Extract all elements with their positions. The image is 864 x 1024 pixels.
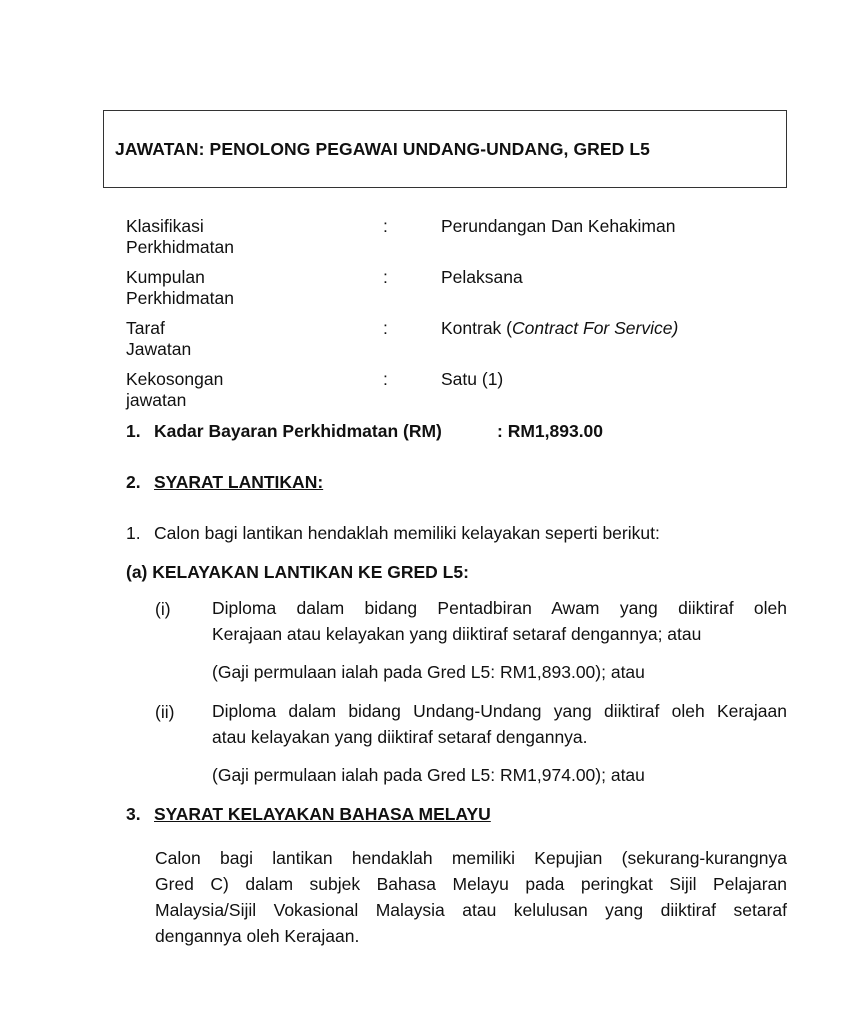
section-number: 2. [126,472,141,492]
info-label: Kekosongan jawatan [126,369,224,410]
option-i-salary: (Gaji permulaan ialah pada Gred L5: RM1,893.00); atau [212,662,645,682]
section-3-heading: SYARAT KELAYAKAN BAHASA MELAYU [154,804,491,824]
info-label: Kumpulan Perkhidmatan [126,267,234,308]
info-label: Klasifikasi Perkhidmatan [126,216,234,257]
section-1-value: : RM1,893.00 [497,421,604,441]
info-value [441,318,678,339]
info-value: Pelaksana [441,267,523,287]
info-colon: : [383,216,388,236]
section-3-line-3: Malaysia/Sijil Vokasional Malaysia atau kelulusan yang diiktiraf setaraf [155,900,787,920]
info-colon: : [383,318,388,338]
page-title: JAWATAN: PENOLONG PEGAWAI UNDANG-UNDANG, GRED L5 [115,139,651,159]
item-text: Calon bagi lantikan hendaklah memiliki kelayakan seperti berikut: [154,523,660,543]
info-value: Perundangan Dan Kehakiman [441,216,676,236]
section-number: 3. [126,804,141,824]
option-i-line-2: Kerajaan atau kelayakan yang diiktiraf setaraf dengannya; atau [212,624,702,644]
section-3-line-4: dengannya oleh Kerajaan. [155,926,360,946]
subheading-text: (a) KELAYAKAN LANTIKAN KE GRED L5: [126,562,469,582]
title-box [103,110,787,188]
option-i-line-1: Diploma dalam bidang Pentadbiran Awam yang diiktiraf oleh [212,598,787,618]
section-2-heading: SYARAT LANTIKAN: [154,472,324,492]
section-number: 1. [126,421,141,441]
section-1-label: Kadar Bayaran Perkhidmatan (RM) [154,421,442,441]
option-number: (ii) [155,702,175,722]
option-ii-line-2: atau kelayakan yang diiktiraf setaraf dengannya. [212,727,588,747]
info-colon: : [383,369,388,389]
item-number: 1. [126,523,141,543]
info-value-italic: Contract For Service) [512,318,679,338]
info-value: Satu (1) [441,369,504,389]
section-3-line-1: Calon bagi lantikan hendaklah memiliki Kepujian (sekurang-kurangnya [155,848,787,868]
info-label: Taraf Jawatan [126,318,192,359]
option-ii-salary: (Gaji permulaan ialah pada Gred L5: RM1,974.00); atau [212,765,645,785]
option-number: (i) [155,599,171,619]
info-colon: : [383,267,388,287]
section-3-line-2: Gred C) dalam subjek Bahasa Melayu pada peringkat Sijil Pelajaran [155,874,787,894]
option-ii-line-1: Diploma dalam bidang Undang-Undang yang diiktiraf oleh Kerajaan [212,701,787,721]
info-value-plain: Kontrak ( [441,318,512,338]
